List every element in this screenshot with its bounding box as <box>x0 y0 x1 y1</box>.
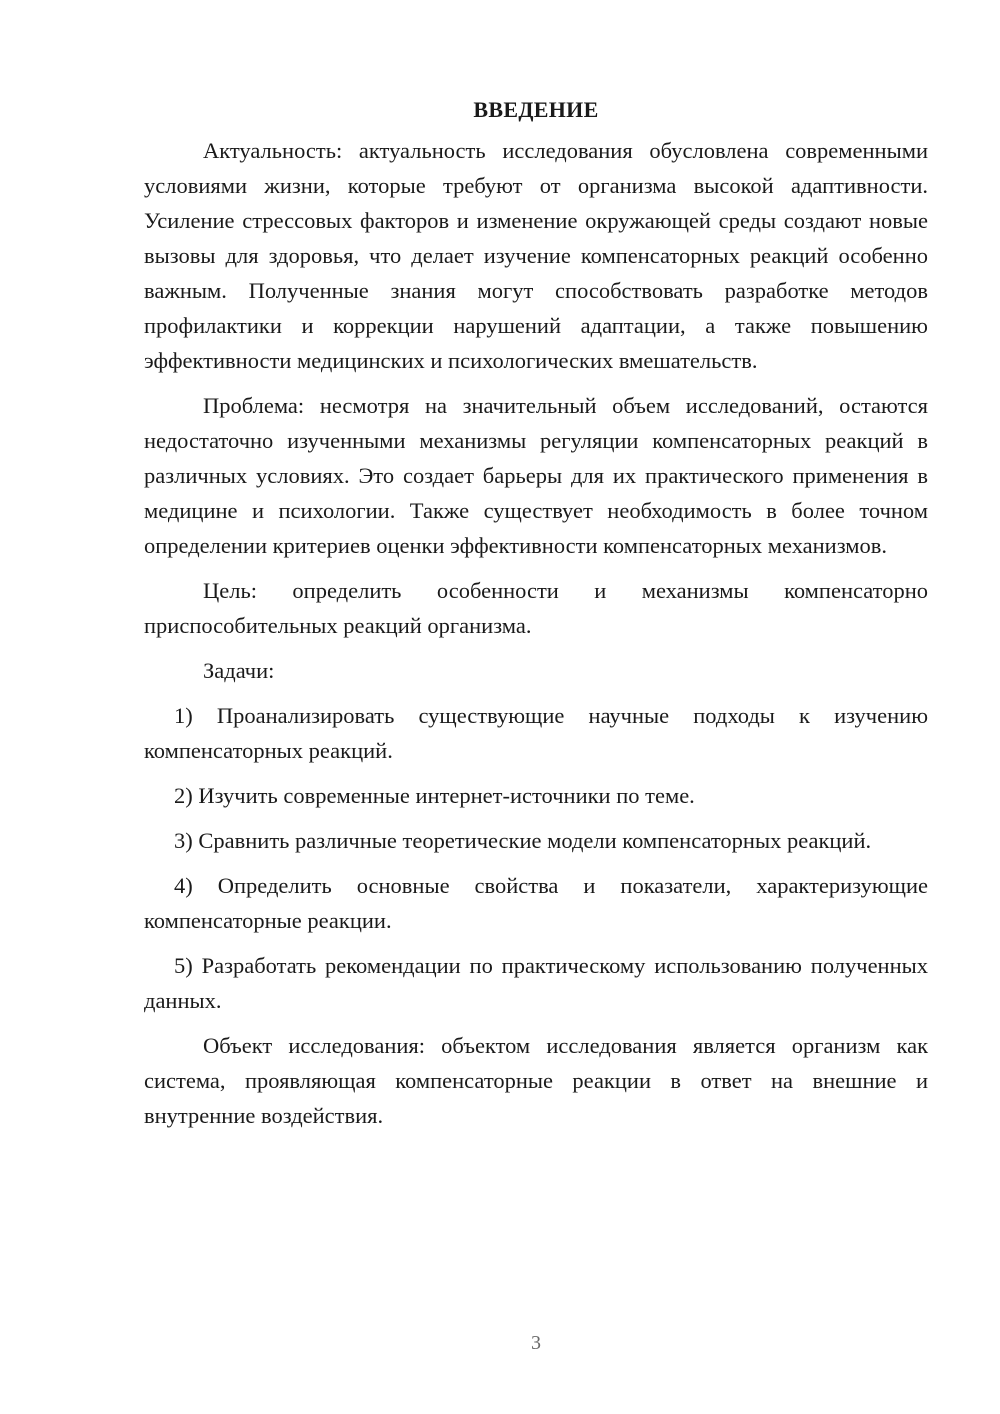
task-item-1: 1) Проанализировать существующие научные подходы к изучению компенсаторных реакций. <box>144 703 928 763</box>
page-number: 3 <box>531 1332 541 1354</box>
task-item-5: 5) Разработать рекомендации по практическому использованию полученных данных. <box>144 953 928 1013</box>
tasks-label: Задачи: <box>203 658 275 683</box>
task-item-2: 2) Изучить современные интернет-источники по теме. <box>174 783 695 808</box>
object-paragraph: Объект исследования: объектом исследования является организм как система, проявляющая компенсаторные реакции в ответ на внешние и внутренние воздействия. <box>144 1033 928 1128</box>
page-heading: ВВЕДЕНИЕ <box>473 97 599 122</box>
goal-paragraph: Цель: определить особенности и механизмы компенсаторно приспособительных реакций организма. <box>144 578 928 638</box>
task-item-4: 4) Определить основные свойства и показатели, характеризующие компенсаторные реакции. <box>144 873 928 933</box>
problem-paragraph: Проблема: несмотря на значительный объем исследований, остаются недостаточно изученными механизмы регуляции компенсаторных реакций в различных условиях. Это создает барьеры для их практического применения в медицине и психологии. Также существует необходимость в более точном определении критериев оценки эффективности компенсаторных механизмов. <box>144 393 928 558</box>
page-content <box>144 92 928 1143</box>
task-item-3: 3) Сравнить различные теоретические модели компенсаторных реакций. <box>174 828 872 853</box>
relevance-paragraph: Актуальность: актуальность исследования обусловлена современными условиями жизни, которые требуют от организма высокой адаптивности. Усиление стрессовых факторов и изменение окружающей среды создают новые вызовы для здоровья, что делает изучение компенсаторных реакций особенно важным. Полученные знания могут способствовать разработке методов профилактики и коррекции нарушений адаптации, а также повышению эффективности медицинских и психологических вмешательств. <box>144 138 928 373</box>
